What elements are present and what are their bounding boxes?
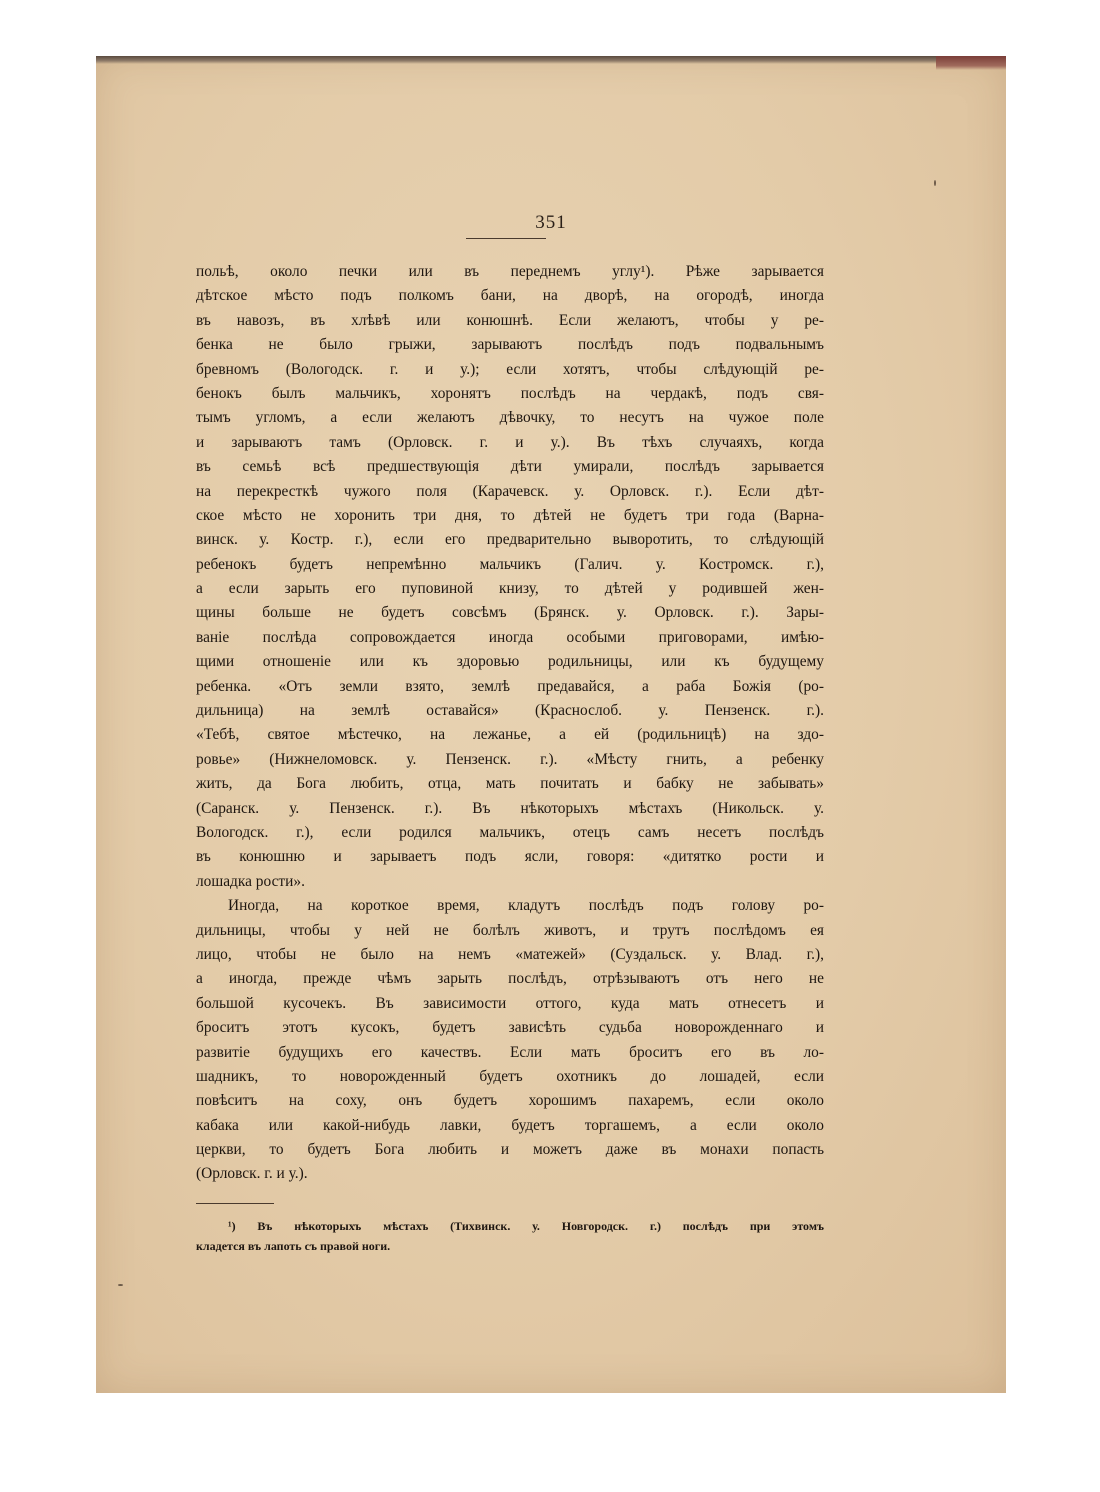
text-line: большой кусочекъ. Въ зависимости оттого, куда мать отнесетъ и xyxy=(196,994,824,1012)
footnote-line: ¹) Въ нѣкоторыхъ мѣстахъ (Тихвинск. у. Новгородск. г.) послѣдъ при этомъ xyxy=(228,1219,824,1233)
footnote-rule xyxy=(196,1203,274,1204)
text-line: польѣ, около печки или въ переднемъ углу¹). Рѣже зарывается xyxy=(196,263,824,280)
text-line: ваніе послѣда сопровождается иногда особыми приговорами, имѣю- xyxy=(196,628,824,646)
speck-mark xyxy=(934,180,936,186)
text-line: а иногда, прежде чѣмъ зарыть послѣдъ, отрѣзываютъ отъ него не xyxy=(196,970,824,988)
text-line: дильницы, чтобы у ней не болѣлъ животъ, и трутъ послѣдомъ ея xyxy=(196,921,824,939)
footnote-line: кладется въ лапоть съ правой ноги. xyxy=(196,1239,391,1253)
text-line: (Саранск. у. Пензенск. г.). Въ нѣкоторыхъ мѣстахъ (Никольск. у. xyxy=(196,799,824,817)
text-line: жить, да Бога любить, отца, мать почитать и бабку не забывать» xyxy=(196,775,824,793)
text-line: на перекресткѣ чужого поля (Карачевск. у. Орловск. г.). Если дѣт- xyxy=(196,482,824,500)
speck-mark xyxy=(118,1284,123,1286)
text-line: (Орловск. г. и у.). xyxy=(196,1165,308,1183)
paragraph-2 xyxy=(196,894,824,1187)
text-line: дѣтское мѣсто подъ полкомъ бани, на дворѣ, на огородѣ, иногда xyxy=(196,287,824,305)
text-line: дильница) на землѣ оставайся» (Краснослоб. у. Пензенск. г.). xyxy=(196,702,824,720)
text-line: щими отношеніе или къ здоровью родильницы, или къ будущему xyxy=(196,653,824,671)
main-text xyxy=(196,260,824,1187)
text-line: щины больше не будетъ совсѣмъ (Брянск. у. Орловск. г.). Зары- xyxy=(196,604,824,622)
text-line: церкви, то будетъ Бога любить и можетъ даже въ монахи попасть xyxy=(196,1141,824,1159)
text-line: а если зарыть его пуповиной книзу, то дѣтей у родившей жен- xyxy=(196,580,824,598)
text-line: «Тебѣ, святое мѣстечко, на лежанье, а ей (родильницѣ) на здо- xyxy=(196,726,824,744)
text-line: ребенокъ будетъ непремѣнно мальчикъ (Галич. у. Костромск. г.), xyxy=(196,555,824,573)
text-line: шадникъ, то новорожденный будетъ охотникъ до лошадей, если xyxy=(196,1067,824,1085)
footnote xyxy=(196,1216,824,1256)
text-line: и зарываютъ тамъ (Орловск. г. и у.). Въ тѣхъ случаяхъ, когда xyxy=(196,433,824,451)
paragraph-1 xyxy=(196,260,824,894)
text-line: Иногда, на короткое время, кладутъ послѣдъ подъ голову ро- xyxy=(228,897,824,915)
text-line: винск. у. Костр. г.), если его предварительно выворотить, то слѣдующій xyxy=(196,531,824,549)
page-top-edge xyxy=(96,56,1006,64)
text-line: ровье» (Нижнеломовск. у. Пензенск. г.). «Мѣсту гнить, а ребенку xyxy=(196,750,824,768)
text-line: повѣситъ на соху, онъ будетъ хорошимъ пахаремъ, если около xyxy=(196,1092,824,1110)
page-number-rule xyxy=(466,238,546,239)
text-line: въ конюшню и зарываетъ подъ ясли, говоря: «дитятко рости и xyxy=(196,848,824,866)
text-line: ребенка. «Отъ земли взято, землѣ предавайся, а раба Божія (ро- xyxy=(196,677,824,695)
scanned-page xyxy=(96,56,1006,1393)
text-line: лошадка рости». xyxy=(196,872,305,890)
text-line: броситъ этотъ кусокъ, будетъ зависѣть судьба новорожденнаго и xyxy=(196,1019,824,1037)
text-line: лицо, чтобы не было на немъ «матежей» (Суздальск. у. Влад. г.), xyxy=(196,945,824,963)
text-line: Вологодск. г.), если родился мальчикъ, отецъ самъ несетъ послѣдъ xyxy=(196,823,824,841)
text-line: бенка не было грыжи, зарываютъ послѣдъ подъ подвальнымъ xyxy=(196,336,824,354)
text-line: кабака или какой-нибудь лавки, будетъ торгашемъ, а если около xyxy=(196,1116,824,1134)
text-line: въ семьѣ всѣ предшествующія дѣти умирали, послѣдъ зарывается xyxy=(196,458,824,476)
text-line: ское мѣсто не хоронить три дня, то дѣтей не будетъ три года (Варна- xyxy=(196,506,824,524)
book-cover-edge xyxy=(936,56,1006,70)
text-line: бревномъ (Вологодск. г. и у.); если хотятъ, чтобы слѣдующій ре- xyxy=(196,360,824,378)
text-line: тымъ угломъ, а если желаютъ дѣвочку, то несутъ на чужое поле xyxy=(196,409,824,427)
page-number: 351 xyxy=(535,212,567,233)
text-line: развитіе будущихъ его качествъ. Если мать броситъ его въ ло- xyxy=(196,1043,824,1061)
text-line: бенокъ былъ мальчикъ, хоронятъ послѣдъ на чердакѣ, подъ свя- xyxy=(196,384,824,402)
text-line: въ навозъ, въ хлѣвѣ или конюшнѣ. Если желаютъ, чтобы у ре- xyxy=(196,311,824,329)
